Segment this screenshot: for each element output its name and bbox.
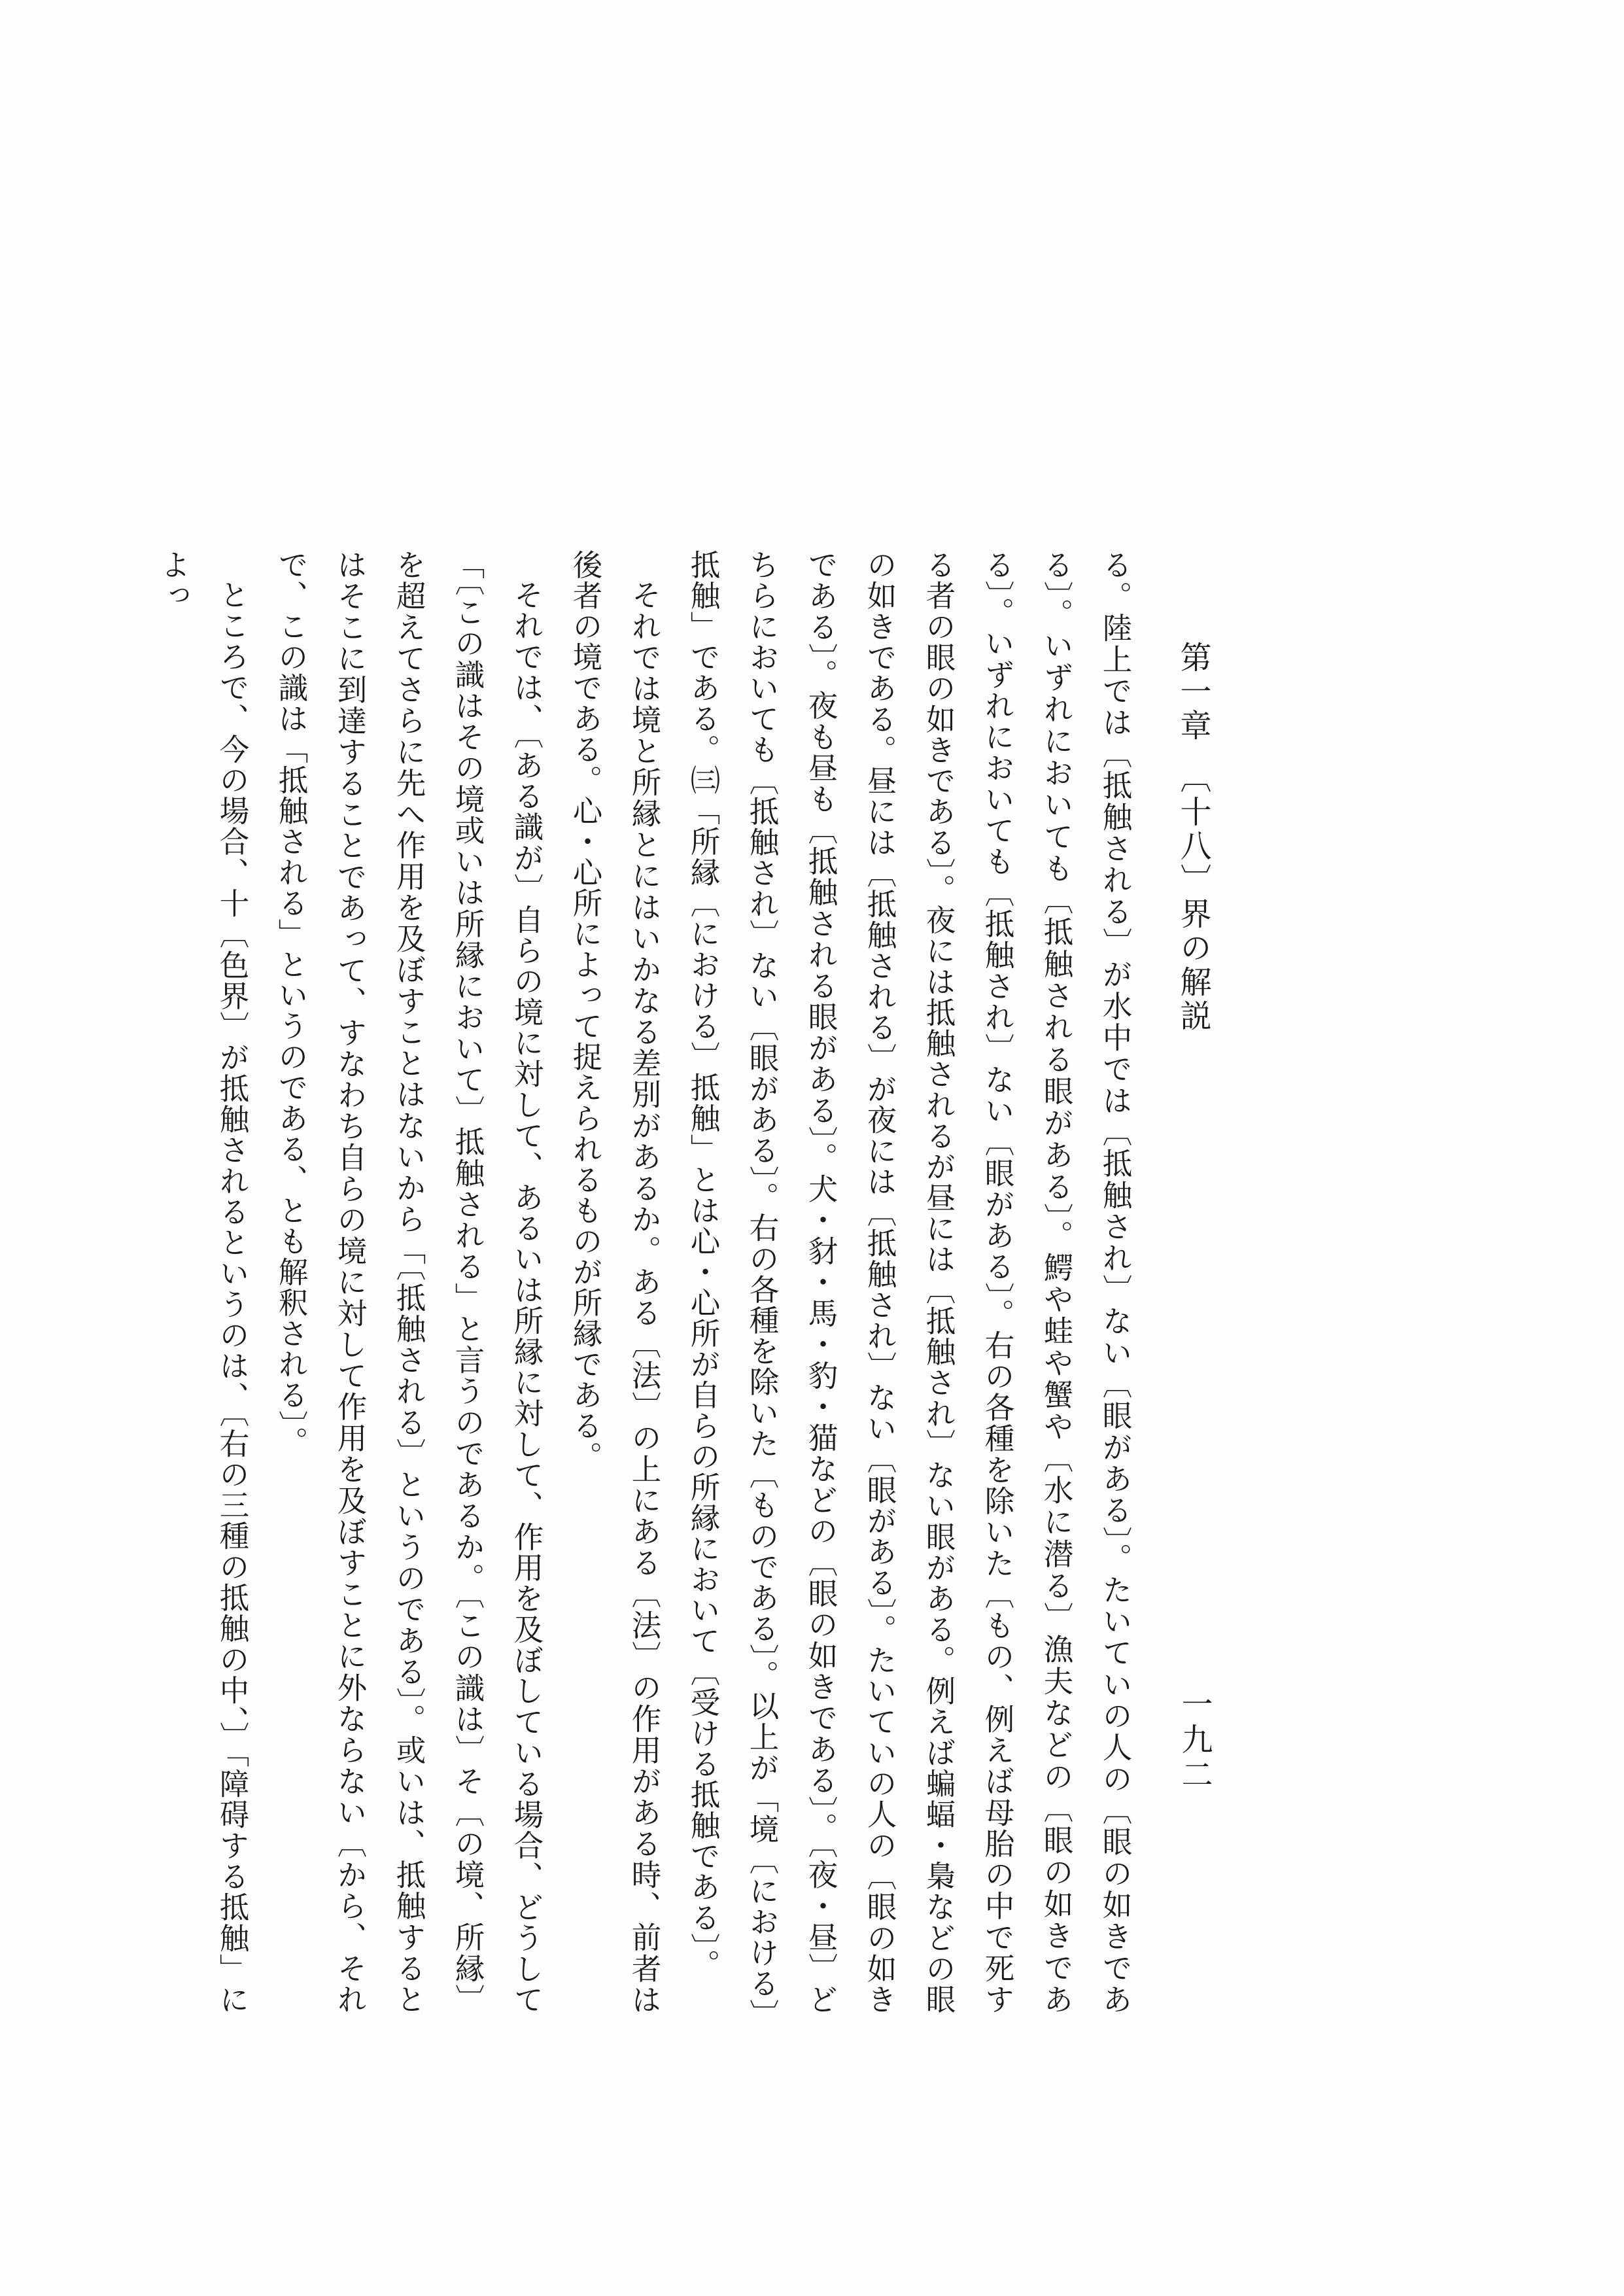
paragraph-2: それでは境と所縁とにはいかなる差別があるか。ある〔法〕の上にある〔法〕の作用がある時、前者は後者の境である。心・心所によって捉えられるものが所縁である。 (568, 549, 662, 2015)
paragraph-3: それでは、〔ある識が〕自らの境に対して、あるいは所縁に対して、作用を及ぼしている場合、どうして「〔この識はその境或いは所縁において〕抵触される」と言うのであるか。〔この識は〕そ〔の境、所縁〕を超えてさらに先へ作用を及ぼすことはないから「〔抵触される〕というのである〕。或いは、抵触するとはそこに到達することであって、すなわち自らの境に対して作用を及ぼすことに外ならない〔から、それで、この識は「抵触される」というのである、とも解釈される〕。 (274, 549, 544, 2015)
paragraph-1: る。陸上では〔抵触される〕が水中では〔抵触され〕ない〔眼がある〕。たいていの人の〔眼の如きである〕。いずれにおいても〔抵触される眼がある〕。鰐や蛙や蟹や〔水に潜る〕漁夫などの〔眼の如きである〕。いずれにおいても〔抵触され〕ない〔眼がある〕。右の各種を除いた〔もの、例えば母胎の中で死する者の眼の如きである〕。夜には抵触されるが昼には〔抵触され〕ない眼がある。例えば蝙蝠・梟などの眼の如きである。昼には〔抵触される〕が夜には〔抵触され〕ない〔眼がある〕。たいていの人の〔眼の如きである〕。夜も昼も〔抵触される眼がある〕。犬・豺・馬・豹・猫などの〔眼の如きである〕。〔夜・昼〕どちらにおいても〔抵触され〕ない〔眼がある〕。右の各種を除いた〔ものである〕。以上が「境〔における〕抵触」である。㈢「所縁〔における〕抵触」とは心・心所が自らの所縁において〔受ける抵触である〕。 (686, 549, 1133, 2015)
body-text (156, 549, 1145, 2015)
page-number: 一九二 (1176, 1688, 1213, 1794)
paragraph-4: ところで、今の場合、十〔色界〕が抵触されるというのは、〔右の三種の抵触の中、〕「障碍する抵触」によっ (156, 549, 250, 2015)
chapter-title: 第一章 〔十八〕界の解説 (1175, 641, 1211, 1034)
